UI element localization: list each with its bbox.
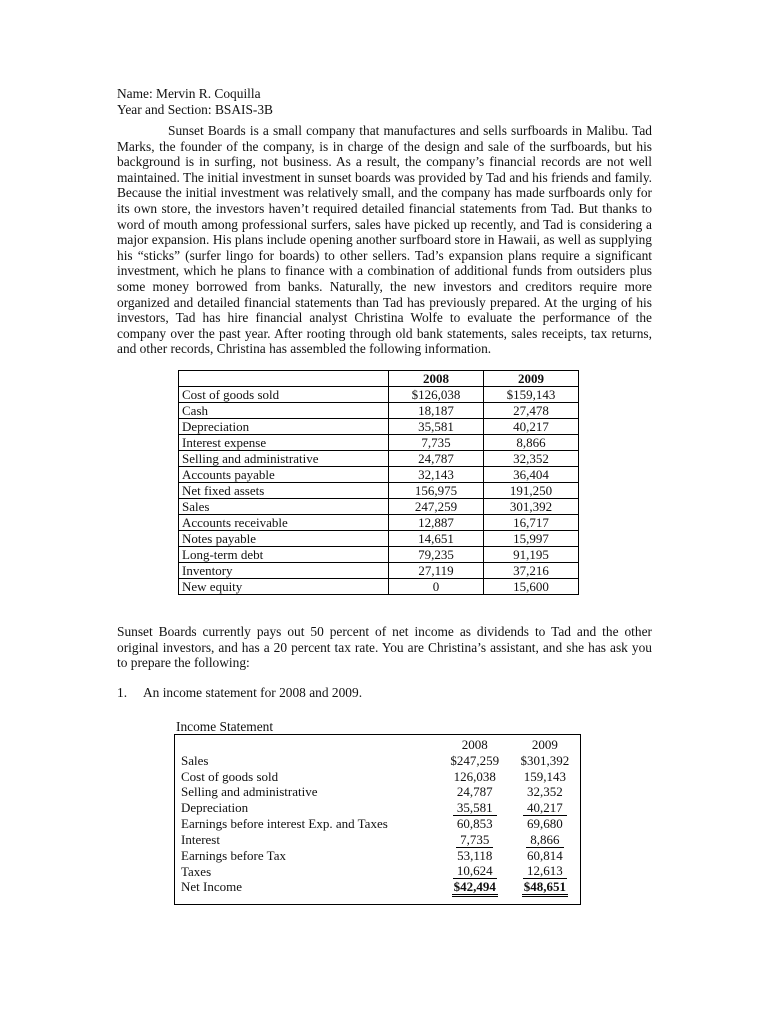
income-value-2009	[510, 784, 580, 800]
income-value-2009	[510, 848, 580, 864]
income-row	[175, 863, 580, 879]
income-value-2008	[440, 832, 510, 848]
table-row	[179, 386, 579, 402]
income-value-text: $48,651	[522, 879, 568, 897]
row-label: Inventory	[179, 562, 389, 578]
row-label: Sales	[179, 498, 389, 514]
income-row	[175, 848, 580, 864]
table-row	[179, 562, 579, 578]
row-label: Accounts receivable	[179, 514, 389, 530]
income-row	[175, 879, 580, 895]
income-value-text: 60,853	[456, 816, 493, 831]
table-row	[179, 434, 579, 450]
income-row	[175, 832, 580, 848]
table-row	[179, 466, 579, 482]
row-label: Notes payable	[179, 530, 389, 546]
row-label: Long-term debt	[179, 546, 389, 562]
value-2008: 32,143	[389, 466, 484, 482]
income-value-text: $247,259	[450, 752, 500, 768]
income-year-2008: 2008	[461, 737, 488, 753]
income-value-text: 12,613	[523, 864, 567, 879]
value-2009: 15,600	[484, 578, 579, 594]
table-row	[179, 402, 579, 418]
value-2008: 0	[389, 578, 484, 594]
income-row-label: Sales	[181, 752, 209, 768]
income-row	[175, 816, 580, 832]
value-2009: 36,404	[484, 466, 579, 482]
income-value-text: $42,494	[452, 879, 498, 897]
question-text: An income statement for 2008 and 2009.	[143, 684, 363, 700]
value-2009: 32,352	[484, 450, 579, 466]
income-value-2009	[510, 879, 580, 895]
row-label: New equity	[179, 578, 389, 594]
income-value-text: 69,680	[527, 816, 563, 831]
value-2008: 18,187	[389, 402, 484, 418]
income-row	[175, 800, 580, 816]
income-value-text: 126,038	[453, 768, 496, 784]
income-year-2009: 2009	[531, 737, 558, 753]
table-row	[179, 530, 579, 546]
income-header-blank	[175, 737, 440, 753]
table-header-row	[179, 370, 579, 386]
income-value-2009	[510, 832, 580, 848]
dividend-paragraph: Sunset Boards currently pays out 50 percent of net income as dividends to Tad and the other original investors, and has a 20 percent tax rate. You are Christina’s assistant, and she has ask you to prepare the following:	[117, 623, 652, 671]
value-2008: 35,581	[389, 418, 484, 434]
value-2009: 15,997	[484, 530, 579, 546]
table-row	[179, 546, 579, 562]
row-label: Selling and administrative	[179, 450, 389, 466]
income-statement-table	[175, 737, 580, 895]
income-value-text: 35,581	[453, 801, 497, 816]
header-2009: 2009	[484, 370, 579, 386]
header-blank	[179, 370, 389, 386]
document-page	[117, 86, 652, 905]
value-2008: 156,975	[389, 482, 484, 498]
income-row-label: Depreciation	[181, 800, 249, 816]
row-label: Net fixed assets	[179, 482, 389, 498]
value-2008: 7,735	[389, 434, 484, 450]
income-value-2008	[440, 863, 510, 879]
value-2009: 91,195	[484, 546, 579, 562]
row-label: Accounts payable	[179, 466, 389, 482]
value-2009: 27,478	[484, 402, 579, 418]
income-statement-title: Income Statement	[176, 719, 274, 735]
income-value-2009	[510, 769, 580, 785]
income-value-text: 53,118	[457, 847, 493, 863]
income-row-label: Cost of goods sold	[181, 768, 279, 784]
value-2009: 40,217	[484, 418, 579, 434]
table-row	[179, 418, 579, 434]
income-value-text: 10,624	[453, 864, 497, 879]
income-row-label: Taxes	[181, 863, 212, 879]
table-row	[179, 450, 579, 466]
row-label: Cost of goods sold	[179, 386, 389, 402]
income-value-text: $301,392	[520, 752, 570, 768]
value-2009: 16,717	[484, 514, 579, 530]
income-value-2008	[440, 800, 510, 816]
value-2008: 79,235	[389, 546, 484, 562]
income-value-text: 7,735	[456, 833, 493, 848]
income-row-label: Earnings before interest Exp. and Taxes	[181, 816, 388, 831]
value-2009: 37,216	[484, 562, 579, 578]
income-value-2008	[440, 848, 510, 864]
income-row	[175, 769, 580, 785]
table-row	[179, 498, 579, 514]
income-row-label: Earnings before Tax	[181, 847, 286, 863]
year-section: Year and Section: BSAIS-3B	[117, 101, 273, 117]
value-2009: 8,866	[484, 434, 579, 450]
value-2008: 247,259	[389, 498, 484, 514]
value-2008: 12,887	[389, 514, 484, 530]
value-2008: 14,651	[389, 530, 484, 546]
value-2009: 301,392	[484, 498, 579, 514]
income-value-2008	[440, 769, 510, 785]
income-value-text: 60,814	[527, 847, 563, 863]
question-number: 1.	[117, 684, 128, 700]
income-row	[175, 753, 580, 769]
row-label: Cash	[179, 402, 389, 418]
value-2009: $159,143	[484, 386, 579, 402]
income-value-text: 40,217	[523, 801, 567, 816]
income-value-text: 159,143	[523, 768, 567, 784]
income-value-text: 32,352	[527, 784, 563, 800]
value-2008: $126,038	[389, 386, 484, 402]
income-value-text: 24,787	[456, 784, 493, 800]
value-2008: 24,787	[389, 450, 484, 466]
income-value-text: 8,866	[526, 833, 563, 848]
income-row-label: Net Income	[181, 879, 243, 895]
income-value-2009	[510, 863, 580, 879]
value-2008: 27,119	[389, 562, 484, 578]
table-row	[179, 578, 579, 594]
income-statement-box	[174, 734, 581, 905]
financial-data-table	[178, 370, 579, 595]
question-1	[117, 685, 652, 701]
income-header-row	[175, 737, 580, 753]
value-2009: 191,250	[484, 482, 579, 498]
income-value-2009	[510, 753, 580, 769]
income-value-2008	[440, 879, 510, 895]
income-row	[175, 784, 580, 800]
student-name: Name: Mervin R. Coquilla	[117, 86, 261, 101]
income-value-2009	[510, 816, 580, 832]
header-2008: 2008	[389, 370, 484, 386]
row-label: Interest expense	[179, 434, 389, 450]
income-value-2009	[510, 800, 580, 816]
income-row-label: Selling and administrative	[181, 784, 318, 800]
income-value-2008	[440, 753, 510, 769]
table-row	[179, 482, 579, 498]
income-value-2008	[440, 784, 510, 800]
row-label: Depreciation	[179, 418, 389, 434]
income-row-label: Interest	[181, 831, 220, 847]
income-value-2008	[440, 816, 510, 832]
table-row	[179, 514, 579, 530]
intro-paragraph: Sunset Boards is a small company that manufactures and sells surfboards in Malibu. Tad Marks, the founder of the company, is in charge of the design and sale of the surfboards, but his background is in surfing, not business. As a result, the company’s financial records are not well maintained. The initial investment in sunset boards was provided by Tad and his friends and family. Because the initial investment was relatively small, and the company has made surfboards only for its own store, the investors haven’t required detailed financial statements from Tad. But thanks to word of mouth among professional surfers, sales have picked up recently, and Tad is considering a major expansion. His plans include opening another surfboard store in Hawaii, as well as supplying his “sticks” (surfer lingo for boards) to other sellers. Tad’s expansion plans require a significant investment, which he plans to finance with a combination of additional funds from outsiders plus some money borrowed from banks. Naturally, the new investors and creditors require more organized and detailed financial statements than Tad has previously prepared. At the urging of his investors, Tad has hire financial analyst Christina Wolfe to evaluate the performance of the company over the past year. After rooting through old bank statements, sales receipts, tax returns, and other records, Christina has assembled the following information.	[117, 123, 652, 357]
